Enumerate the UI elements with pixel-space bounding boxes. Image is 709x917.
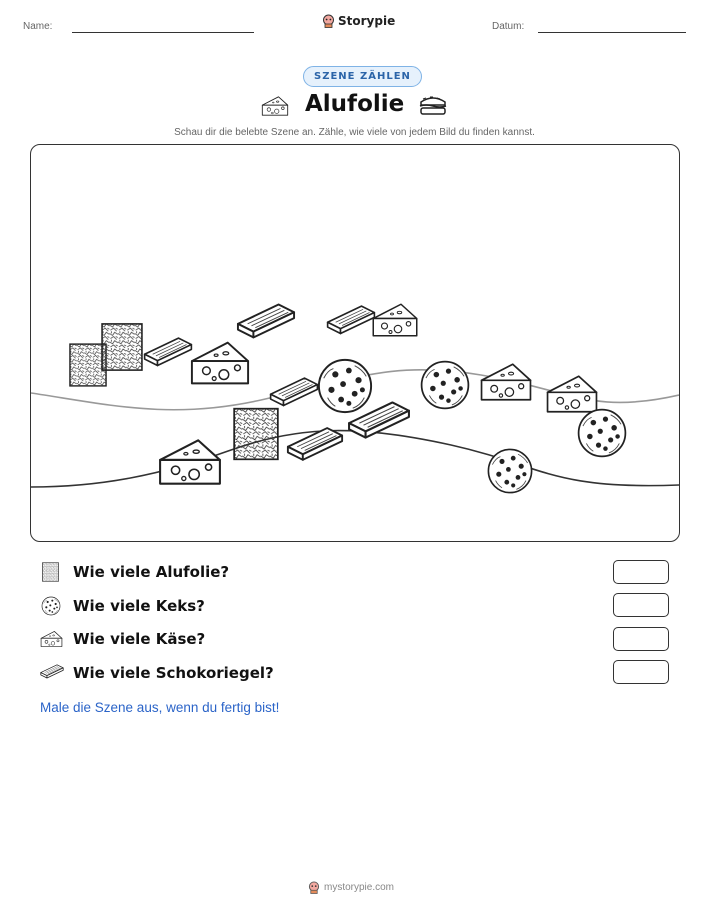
page-title: Alufolie <box>305 91 405 117</box>
scene-foil <box>102 324 142 370</box>
brand-name: Storypie <box>338 14 396 28</box>
date-line[interactable] <box>538 32 686 33</box>
footer-url[interactable]: mystorypie.com <box>324 882 395 893</box>
scene-cookie <box>488 449 531 492</box>
scene-foil <box>234 409 278 460</box>
scene-cheese <box>192 343 248 384</box>
scene-cookie <box>319 360 371 412</box>
answer-box-cookie[interactable] <box>613 593 669 617</box>
chocolate-bar-icon <box>40 663 64 679</box>
cookie-icon <box>41 596 61 616</box>
storypie-mascot-footer-icon <box>308 881 320 894</box>
name-label: Name: <box>23 21 53 32</box>
scene-cheese <box>482 364 531 399</box>
question-chocolate-bar: Wie viele Schokoriegel? <box>73 664 274 682</box>
counting-scene <box>30 144 680 542</box>
scene-chocolate-bar <box>328 306 375 333</box>
scene-illustration <box>31 145 679 541</box>
scene-chocolate-bar <box>145 338 192 365</box>
answer-box-foil[interactable] <box>613 560 669 584</box>
question-foil: Wie viele Alufolie? <box>73 563 230 581</box>
cheese-icon <box>40 630 63 648</box>
question-cheese: Wie viele Käse? <box>73 630 206 648</box>
scene-cheese <box>373 304 417 336</box>
scene-chocolate-bar <box>238 305 294 338</box>
scene-cheese <box>160 440 220 483</box>
cheese-title-icon <box>261 95 289 117</box>
answer-box-chocolate-bar[interactable] <box>613 660 669 684</box>
name-line[interactable] <box>72 32 254 33</box>
activity-badge: SZENE ZÄHLEN <box>303 66 422 87</box>
instructions-text: Schau dir die belebte Szene an. Zähle, wie viele von jedem Bild du finden kannst. <box>174 127 535 138</box>
closing-note: Male die Szene aus, wenn du fertig bist! <box>40 700 280 715</box>
scene-cookie <box>579 410 626 457</box>
storypie-mascot-icon <box>322 14 335 28</box>
question-cookie: Wie viele Keks? <box>73 597 205 615</box>
date-label: Datum: <box>492 21 525 32</box>
answer-box-cheese[interactable] <box>613 627 669 651</box>
scene-foil <box>70 344 106 386</box>
foil-icon <box>42 562 59 582</box>
scene-chocolate-bar <box>271 378 318 405</box>
scene-chocolate-bar <box>288 428 342 460</box>
scene-cheese <box>548 376 597 411</box>
scene-cookie <box>422 362 469 409</box>
sandwich-title-icon <box>418 94 448 118</box>
footer <box>308 881 394 894</box>
brand-logo <box>322 14 395 28</box>
